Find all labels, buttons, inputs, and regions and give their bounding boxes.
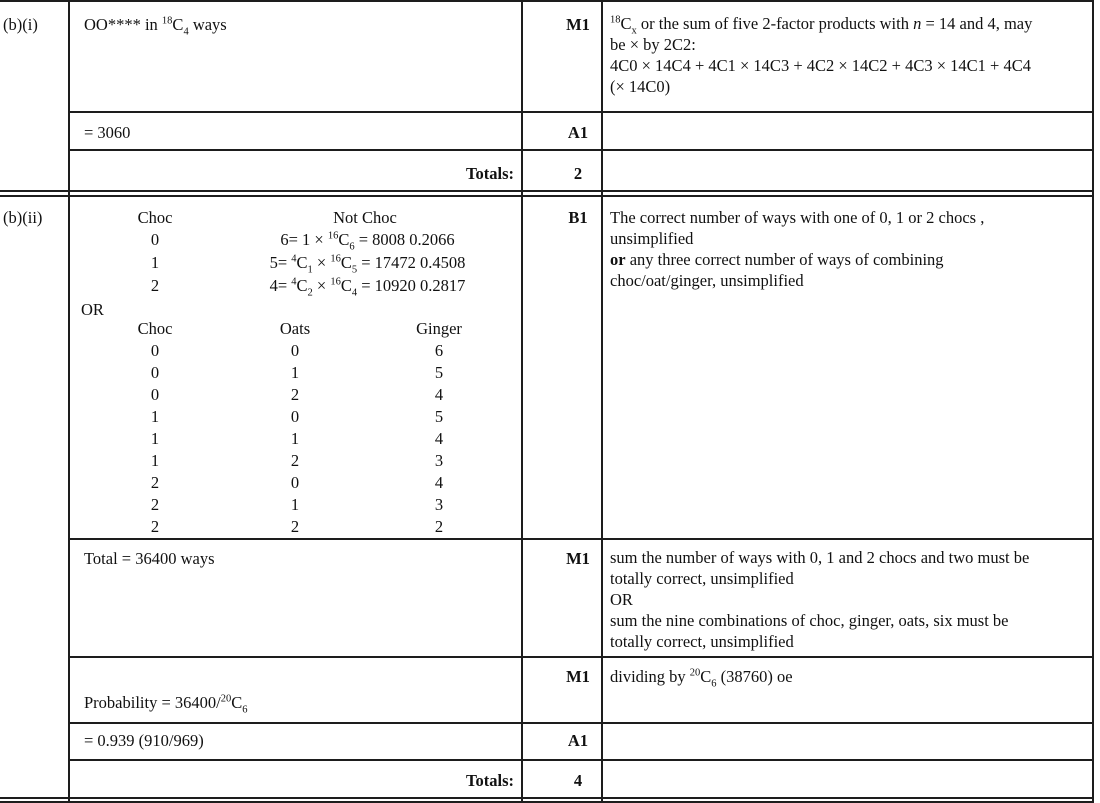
section-divider-line-2 [0,195,1094,197]
table-cell: 2 [150,495,160,514]
table-cell: 2 [290,451,300,470]
table-cell: 4 [434,385,444,404]
bi-mark-m1: M1 [566,15,590,34]
bii-or-label: OR [81,300,104,319]
bi-mark-a1: A1 [567,123,589,142]
bii-table1-choc-value: 0 [150,230,160,249]
bi-guidance-block [610,13,1092,97]
table-cell: 1 [290,495,300,514]
bii-table1-notchoc-workings [245,228,490,297]
bi-totals-value: 2 [573,164,583,183]
table-cell: 3 [434,495,444,514]
bi-guidance-line-2: be × by 2C2: [610,35,696,54]
bii-totals-label: Totals: [466,771,514,790]
table-cell: 0 [150,341,160,360]
section-divider-line-1 [0,190,1094,192]
table-cell: 1 [290,429,300,448]
bii-guidance2-line-5: totally correct, unsimplified [610,632,794,651]
bi-totals-label: Totals: [466,164,514,183]
row-divider [68,656,1094,658]
table-cell: 0 [290,407,300,426]
table-cell: 1 [150,429,160,448]
bii-table1-notchoc-line-3: $4= ^4C_2 \times ^{16}C_4 = 10920$ 0.2817 [269,276,466,299]
bii-guidance1-line-3: or any three correct number of ways of combining [610,250,944,269]
bi-answer-result: = 3060 [84,123,131,142]
row-divider [68,111,1094,113]
table-cell: 5 [434,363,444,382]
bii-table1-choc-value: 2 [150,276,160,295]
bii-table2-ginger-column [406,318,472,538]
bii-table1-notchoc-header: Not Choc [333,208,397,227]
bii-guidance3: dividing by $^{20}C_6$ (38760) oe [610,667,793,690]
label-column-divider [68,0,70,802]
table-cell: 5 [434,407,444,426]
table-cell: 1 [150,407,160,426]
bii-mark-m1-divide: M1 [566,667,590,686]
table-top-border [0,0,1094,2]
table-cell: 0 [150,385,160,404]
bi-answer-formula: OO**** in $^{18}C_4$ ways [84,15,227,38]
bii-table1-choc-value: 1 [150,253,160,272]
table-cell: 4 [434,429,444,448]
table-cell: 2 [150,517,160,536]
bii-table2-ginger-header: Ginger [416,319,462,338]
bii-total-ways: Total = 36400 ways [84,549,215,568]
table-cell: 3 [434,451,444,470]
table-cell: 0 [290,473,300,492]
bii-guidance1-line-2: unsimplified [610,229,694,248]
bii-mark-b1: B1 [568,208,588,227]
bii-table2-choc-header: Choc [137,319,173,338]
table-cell: 2 [150,473,160,492]
row-divider [68,538,1094,540]
table-cell: 2 [434,517,444,536]
question-label-bi: (b)(i) [3,15,38,34]
bi-guidance-line-3: 4C0 × 14C4 + 4C1 × 14C3 + 4C2 × 14C2 + 4C3 × 14C1 + 4C4 [610,56,1031,75]
table-cell: 2 [290,385,300,404]
bii-table1-choc-header: Choc [137,208,173,227]
bii-totals-value: 4 [573,771,583,790]
bii-table2-choc-column [125,318,185,538]
table-bottom-border-line-1 [0,797,1094,799]
bii-guidance1-line-4: choc/oat/ginger, unsimplified [610,271,804,290]
table-cell: 0 [150,363,160,382]
bii-guidance2-line-4: sum the nine combinations of choc, ginger, oats, six must be [610,611,1009,630]
bii-table1-notchoc-line-2: $5= ^4C_1 \times ^{16}C_5 = 17472$ 0.4508 [269,253,466,276]
bii-mark-m1-sum: M1 [566,549,590,568]
bii-table2-oats-header: Oats [279,319,311,338]
bii-guidance2-line-2: totally correct, unsimplified [610,569,794,588]
bi-guidance-line-4: (× 14C0) [610,77,671,96]
bii-guidance2-block [610,547,1092,652]
table-right-border [1092,0,1094,802]
row-divider [68,759,1094,761]
bii-guidance2-line-3: OR [610,590,633,609]
table-cell: 0 [290,341,300,360]
table-cell: 2 [290,517,300,536]
table-cell: 1 [150,451,160,470]
row-divider [68,722,1094,724]
bii-probability-formula: Probability = $36400/^{20}C_6$ [84,693,248,716]
bii-guidance1-line-1: The correct number of ways with one of 0, 1 or 2 chocs , [610,208,985,227]
question-label-bii: (b)(ii) [3,208,43,227]
table-cell: 1 [290,363,300,382]
bii-table1-notchoc-line-1: $6= 1 \times ^{16}C_6 = 8008$ 0.2066 [280,230,455,253]
bii-answer-result: = 0.939 (910/969) [84,731,204,750]
bii-table2-oats-column [265,318,325,538]
bi-guidance-line-1: $^{18}C_x$ or the sum of five 2-factor products with n = 14 and 4, may [610,14,1033,37]
table-cell: 4 [434,473,444,492]
bii-guidance2-line-1: sum the number of ways with 0, 1 and 2 chocs and two must be [610,548,1030,567]
table-cell: 6 [434,341,444,360]
row-divider [68,149,1094,151]
bii-mark-a1: A1 [567,731,589,750]
bii-table1-choc-values [125,228,185,297]
bii-guidance1-block [610,207,1092,291]
answer-mark-column-divider [521,0,523,802]
